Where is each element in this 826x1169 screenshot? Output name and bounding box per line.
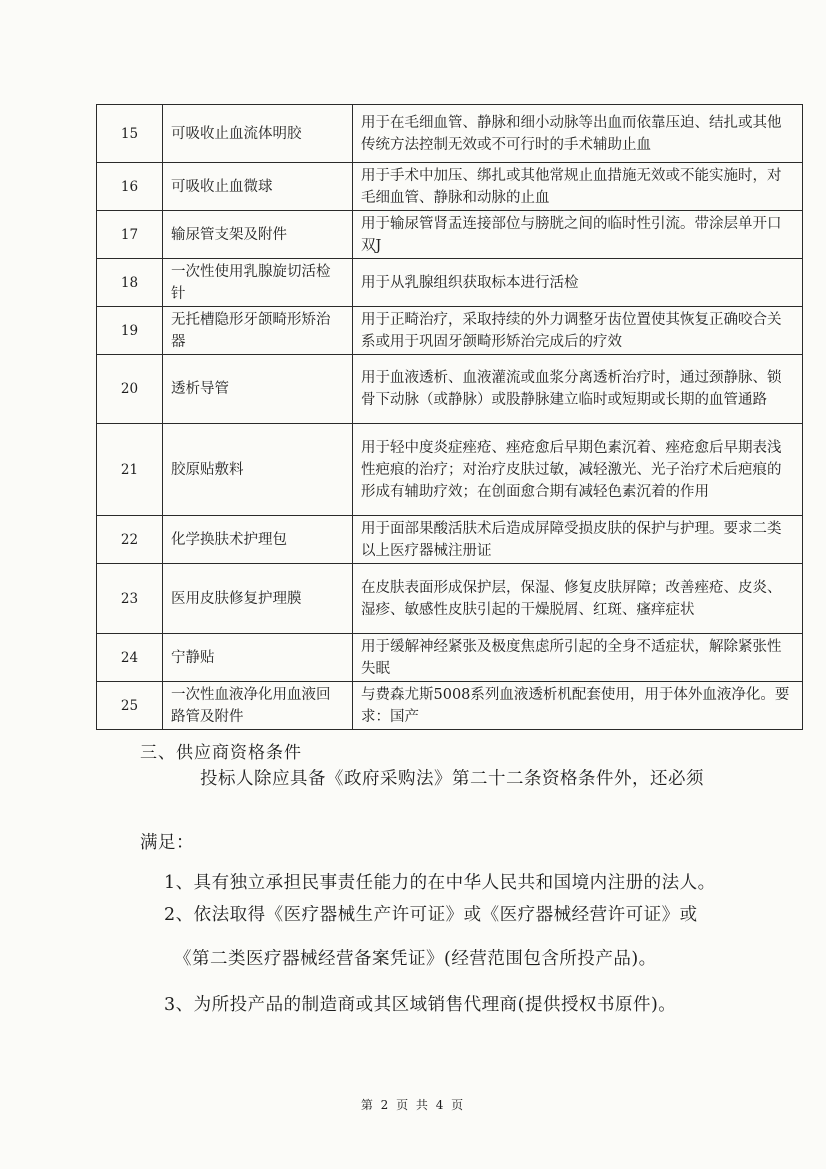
product-description: 用于面部果酸活肤术后造成屏障受损皮肤的保护与护理。要求二类以上医疗器械注册证 xyxy=(353,516,803,564)
table-row xyxy=(97,682,803,730)
table-row xyxy=(97,211,803,259)
row-number: 25 xyxy=(97,682,163,730)
table-row xyxy=(97,105,803,163)
table-row xyxy=(97,355,803,424)
product-description: 用于轻中度炎症痤疮、痤疮愈后早期色素沉着、痤疮愈后早期表浅性疤痕的治疗；对治疗皮肤过敏，减轻激光、光子治疗术后疤痕的形成有辅助疗效；在创面愈合期有减轻色素沉着的作用 xyxy=(353,424,803,516)
product-name: 透析导管 xyxy=(163,355,353,424)
product-description: 与费森尤斯5008系列血液透析机配套使用，用于体外血液净化。要求：国产 xyxy=(353,682,803,730)
product-table xyxy=(96,104,803,730)
product-name: 一次性血液净化用血液回路管及附件 xyxy=(163,682,353,730)
table-row xyxy=(97,307,803,355)
page-number-footer: 第 2 页 共 4 页 xyxy=(360,1098,466,1112)
product-description: 用于在毛细血管、静脉和细小动脉等出血而依靠压迫、结扎或其他传统方法控制无效或不可行时的手术辅助止血 xyxy=(353,105,803,163)
table-row xyxy=(97,564,803,634)
row-number: 18 xyxy=(97,259,163,307)
product-description: 用于手术中加压、绑扎或其他常规止血措施无效或不能实施时，对毛细血管、静脉和动脉的止血 xyxy=(353,163,803,211)
product-name: 医用皮肤修复护理膜 xyxy=(163,564,353,634)
product-name: 化学换肤术护理包 xyxy=(163,516,353,564)
product-description: 在皮肤表面形成保护层，保湿、修复皮肤屏障；改善痤疮、皮炎、湿疹、敏感性皮肤引起的干燥脱屑、红斑、瘙痒症状 xyxy=(353,564,803,634)
row-number: 22 xyxy=(97,516,163,564)
section-title-supplier-qualifications: 三、供应商资格条件 xyxy=(140,743,302,763)
intro-paragraph-line1: 投标人除应具备《政府采购法》第二十二条资格条件外，还必须 xyxy=(200,769,704,789)
product-name: 可吸收止血微球 xyxy=(163,163,353,211)
table-row xyxy=(97,516,803,564)
row-number: 21 xyxy=(97,424,163,516)
product-description: 用于输尿管肾盂连接部位与膀胱之间的临时性引流。带涂层单开口双J xyxy=(353,211,803,259)
qualification-item-2-line1: 2、依法取得《医疗器械生产许可证》或《医疗器械经营许可证》或 xyxy=(164,905,698,925)
product-name: 可吸收止血流体明胶 xyxy=(163,105,353,163)
row-number: 16 xyxy=(97,163,163,211)
table-row xyxy=(97,163,803,211)
product-description: 用于血液透析、血液灌流或血浆分离透析治疗时，通过颈静脉、锁骨下动脉（或静脉）或股静脉建立临时或短期或长期的血管通路 xyxy=(353,355,803,424)
qualification-item-1: 1、具有独立承担民事责任能力的在中华人民共和国境内注册的法人。 xyxy=(164,873,716,893)
qualification-item-3: 3、为所投产品的制造商或其区域销售代理商(提供授权书原件)。 xyxy=(164,995,677,1015)
row-number: 19 xyxy=(97,307,163,355)
product-name: 一次性使用乳腺旋切活检针 xyxy=(163,259,353,307)
product-name: 宁静贴 xyxy=(163,634,353,682)
qualification-item-2-line2: 《第二类医疗器械经营备案凭证》(经营范围包含所投产品)。 xyxy=(174,949,657,969)
row-number: 15 xyxy=(97,105,163,163)
product-description: 用于缓解神经紧张及极度焦虑所引起的全身不适症状，解除紧张性失眠 xyxy=(353,634,803,682)
row-number: 17 xyxy=(97,211,163,259)
row-number: 20 xyxy=(97,355,163,424)
table-row xyxy=(97,634,803,682)
row-number: 23 xyxy=(97,564,163,634)
table-row xyxy=(97,259,803,307)
product-description: 用于正畸治疗，采取持续的外力调整牙齿位置使其恢复正确咬合关系或用于巩固牙颌畸形矫治完成后的疗效 xyxy=(353,307,803,355)
product-name: 胶原贴敷料 xyxy=(163,424,353,516)
product-description: 用于从乳腺组织获取标本进行活检 xyxy=(353,259,803,307)
intro-paragraph-line2: 满足： xyxy=(140,833,194,853)
row-number: 24 xyxy=(97,634,163,682)
product-name: 无托槽隐形牙颌畸形矫治器 xyxy=(163,307,353,355)
product-name: 输尿管支架及附件 xyxy=(163,211,353,259)
table-row xyxy=(97,424,803,516)
